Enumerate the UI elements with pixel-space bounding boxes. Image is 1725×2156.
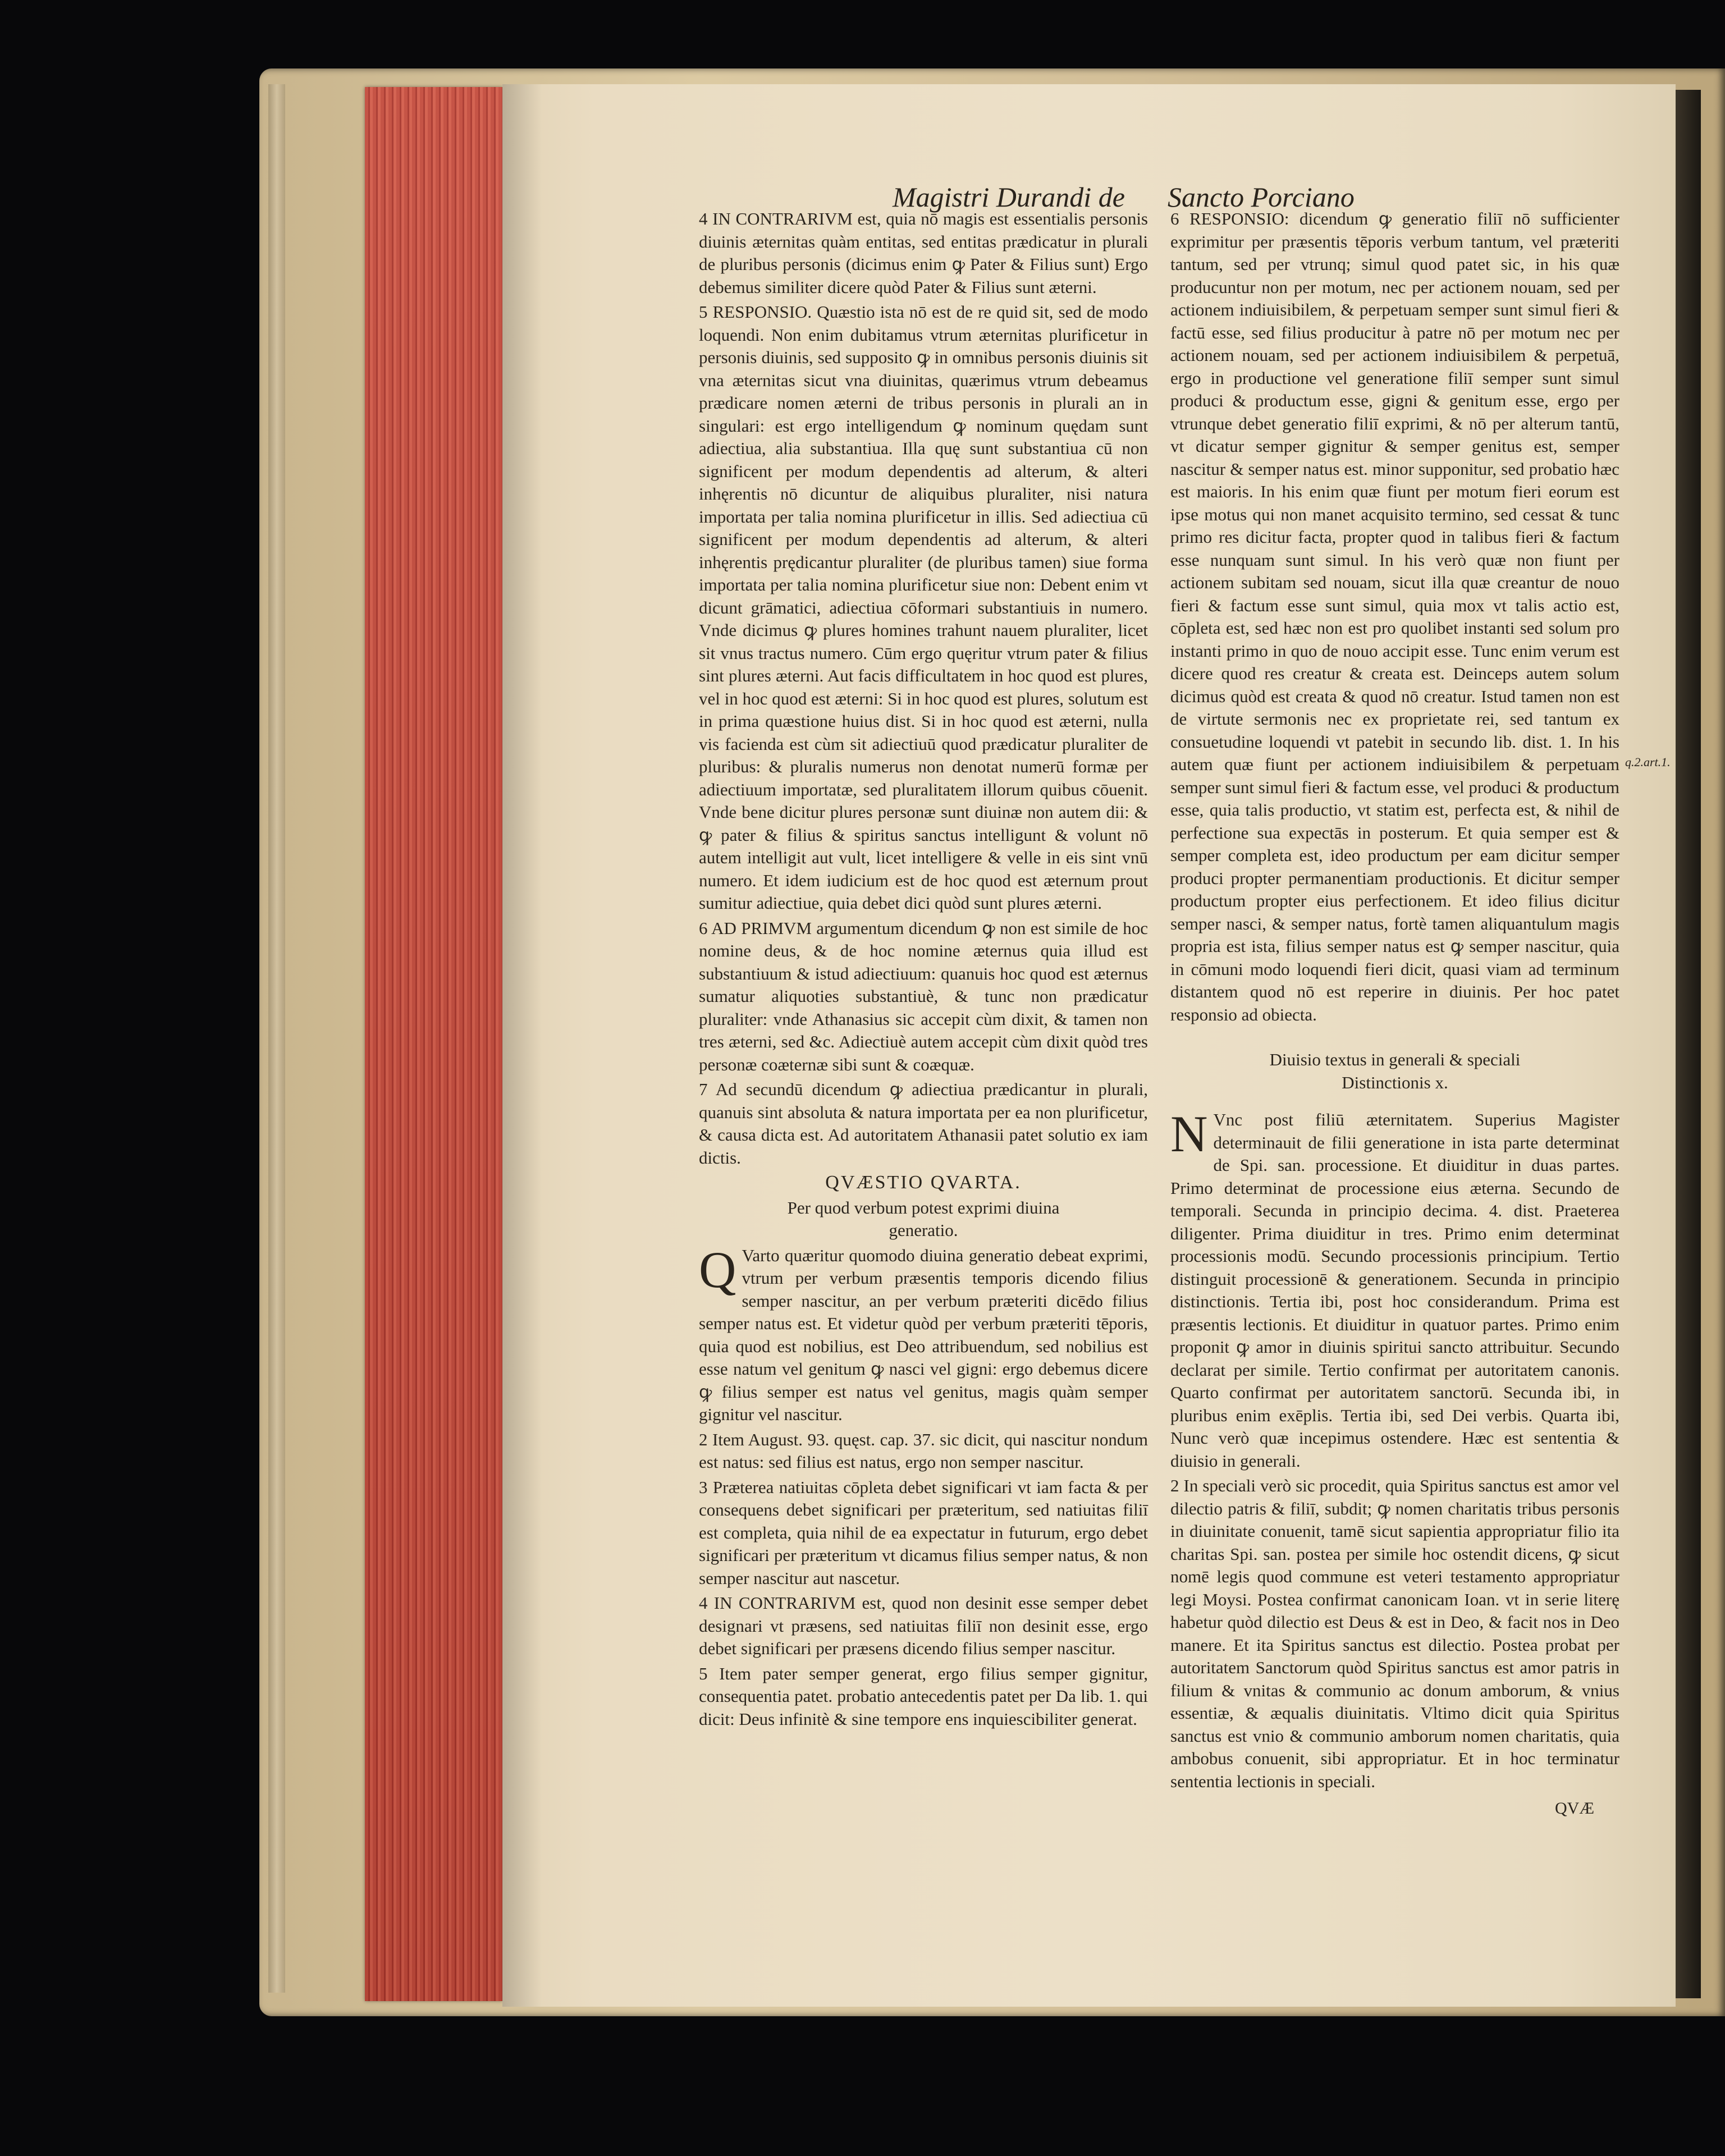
paragraph: 6 AD PRIMVM argumentum dicendum ꝙ non est simile de hoc nomine deus, & de hoc nomine æternus quia illud est substantiuum & istud adiectiuum: quanuis hoc quod est æternus sumatur aliquoties substantiuè, & tunc non prædicatur pluraliter: vnde Athanasius sic accepit cùm dixit, & tamen non tres æterni, sed &c. Adiectiuè autem accepit cùm dixit quòd tres personæ coæternæ sibi sunt & coæquæ.: [699, 918, 1148, 1074]
paragraph: 5 Item pater semper generat, ergo filius semper gignitur, consequentia patet. probatio antecedentis patet per Da lib. 1. qui dicit: Deus infinitè & sine tempore ens inquiescibiliter generat.: [699, 1663, 1148, 1729]
diuisio-heading-1: Diuisio textus in generali & speciali: [1269, 1050, 1521, 1069]
running-head-right: Sancto Porciano: [1168, 181, 1355, 213]
paragraph: 6 RESPONSIO: dicendum ꝙ generatio filiī nō sufficienter exprimitur per præsentis tēporis verbum tantum, vel præteriti tantum, sed per vtrunq; simul quod patet sic, in his quæ producuntur non per motum, nec per actionem nouam, sed per actionem indiuisibilem, & perpetuam semper sunt simul fieri & factū esse, sed filius producitur à patre nō per motum nec per actionem nouam, sed per actionem indiuisibilem & perpetuā, ergo in productione vel generatione filiī semper sunt simul produci & productum esse, gigni & genitum esse, ergo per vtrunque debet generatio filiī exprimi, & nō per alterum tantū, vt dicatur semper gignitur & semper genitus est, semper nascitur & semper natus est. minor supponitur, sed probatio hæc est maioris. In his enim quæ fiunt per motum fieri eorum est ipse motus qui non manet acquisito termino, sed cessat & tunc primo res dicitur facta, propter quod in talibus fieri & factum esse nunquam sunt simul. In his verò quæ non fiunt per actionem subitam sed nouam, sicut illa quæ creantur de nouo fieri & factum esse sunt simul, quia mox vt talis actio est, cōpleta est, sed hæc non est pro quolibet instanti sed solum pro instanti primo in quo de nouo accipit esse. Tunc enim verum est dicere quod res creatur & creata est. Deinceps autem solum dicimus quòd est creata & quod nō creatur. Istud tamen non est de virtute sermonis nec ex proprietate rei, sed tantum ex consuetudine loquendi vt patebit in secundo lib. dist. 1. In his autem quæ fiunt per actionem indiuisibilem & perpetuam semper sunt simul fieri & factum esse, vel produci & productum esse, quia talis productio, vt statim est, perfecta est, & nihil de perfectione sua expectās in posterum. Et quia semper est & semper completa est, ideo productum per eam dicitur semper produci propter permanentiam productionis. Et dicitur semper productum propter eius perfectionem. Et ideo filius dicitur semper nasci, & semper natus, fortè tamen aliquantulum magis propria est ista, filius semper natus est ꝙ semper nascitur, quia in cōmuni modo loquendi fieri dicit, quasi viam ad terminum distantem quod nō est reperire in diuinis. Per hoc patet responsio ad obiecta.: [1170, 209, 1619, 1024]
quaestio-subtitle-1: Per quod verbum potest exprimi diuina: [787, 1197, 1060, 1217]
paragraph: 3 Præterea natiuitas cōpleta debet significari vt iam facta & per consequens debet significari per præteritum, sed natiuitas filiī est completa, quia nihil de ea expectatur in futurum, ergo debet significari per præteritum vt dicamus filius semper natus, & non semper nascitur aut nascetur.: [699, 1477, 1148, 1588]
gutter-shadow: [502, 84, 542, 2007]
paragraph: 2 Item August. 93. quęst. cap. 37. sic dicit, qui nascitur nondum est natus: sed filius est natus, ergo non semper nascitur.: [699, 1429, 1148, 1472]
paragraph: 5 RESPONSIO. Quæstio ista nō est de re quid sit, sed de modo loquendi. Non enim dubitamus vtrum æternitas plurificetur in personis diuinis, sed supposito ꝙ in omnibus personis diuinis sit vna æternitas sicut vna diuinitas, quærimus vtrum debeamus prædicare nomen æterni de tribus personis in plurali an in singulari: est ergo intelligendum ꝙ nominum quędam sunt adiectiua, alia substantiua. Illa quę sunt substantiua cū non significent per modum dependentis ad alterum, & alteri inhęrentis nō dicuntur de aliquibus pluraliter, nisi natura importata per talia nomina plurificetur in illis. Sed adiectiua cū significent per modum dependentis ad alterum, & alteri inhęrentis prędicantur pluraliter (de pluribus tamen) siue forma importata per talia nomina plurificetur siue non: Debent enim vt dicunt grāmatici, adiectiua cōformari substantiuis in numero. Vnde dicimus ꝙ plures homines trahunt nauem pluraliter, licet sit vnus tractus numero. Cūm ergo quęritur vtrum pater & filius sint plures æterni. Aut facis difficultatem in hoc quod est plures, vel in hoc quod est æterni: Si in hoc quod est plures, solutum est in prima quæstione huius dist. Si in hoc quod est æterni, nulla vis facienda est cùm sit adiectiuū quod prædicatur pluraliter de pluribus: & pluralis numerus non denotat numerū formæ per adiectiuum importatæ, sed pluralitatem illorum quibus cōuenit. Vnde bene dicitur plures personæ sunt diuinæ non autem dii: & ꝙ pater & filius & spiritus sanctus intelligunt & volunt nō autem intelligit aut vult, licet intelligere & velle in eis sint vnū numero. Et idem iudicium est de hoc quod est æternum prout sumitur adiectiue, quia debet dici quòd sunt plures æterni.: [699, 302, 1148, 913]
facing-page-edge: [1676, 90, 1701, 1998]
paragraph-dropcap: [699, 1240, 1148, 1426]
paragraph-text: Vnc post filiū æternitatem. Superius Magister determinauit de filii generatione in ista parte determinat de Spi. san. processione. Et diuiditur in duas partes. Primo determinat de processione eius æterna. Secundo de temporali. Secunda in principio decima. 4. dist. Praeterea diligenter. Prima diuiditur in tres. Primo enim determinat processionis modū. Secundo processionis principium. Tertio distinguit processionē & generationem. Secunda in principio distinctionis. Tertia ibi, post hoc considerandum. Prima est præsentis lectionis. Et diuiditur in quatuor partes. Primo enim proponit ꝙ amor in diuinis spiritui sancto attribuitur. Secundo declarat per simile. Tertio confirmat per autoritatem canonis. Quarto confirmat per autoritatem sanctorū. Secunda ibi, in pluribus enim exēplis. Tertia ibi, sed Dei verbis. Quarta ibi, Nunc verò quæ incepimus ostendere. Hæc est sententia & diuisio in generali.: [1170, 1110, 1619, 1471]
quaestio-title: QVÆSTIO QVARTA.: [825, 1172, 1022, 1193]
paragraph: 7 Ad secundū dicendum ꝙ adiectiua prædicantur in plurali, quanuis sint absoluta & natura importata per ea non plurificetur, & causa dicta est. Ad autoritatem Athanasii patet solutio ex iam dictis.: [699, 1079, 1148, 1168]
cover-fold: [268, 84, 285, 1993]
dropcap-n: N: [1170, 1105, 1208, 1162]
diuisio-heading-2: Distinctionis x.: [1342, 1072, 1448, 1092]
right-column: [1170, 208, 1619, 1795]
paragraph: 4 IN CONTRARIVM est, quia nō magis est essentialis personis diuinis æternitas quàm entitas, sed entitas prædicatur in plurali de pluribus personis (dicimus enim ꝙ Pater & Filius sunt) Ergo debemus similiter dicere quòd Pater & Filius sunt æterni.: [699, 209, 1148, 297]
running-head-left: Magistri Durandi de: [893, 181, 1125, 213]
paragraph-text: Varto quæritur quomodo diuina generatio debeat exprimi, vtrum per verbum præsentis temporis dicendo filius semper nascitur, an per verbum præteriti dicēdo filius semper natus est. Et videtur quòd per verbum præteriti tēporis, quia quod est nobilius, est Deo attribuendum, sed nobilius est esse natum vel genitum ꝙ nasci vel gigni: ergo debemus dicere ꝙ filius semper est natus vel genitus, magis quàm semper gignitur vel nascitur.: [699, 1245, 1148, 1424]
catchword: QVÆ: [1555, 1799, 1595, 1818]
paragraph: 2 In speciali verò sic procedit, quia Spiritus sanctus est amor vel dilectio patris & filiī, subdit; ꝙ nomen charitatis tribus personis in diuinitate conuenit, tamē sicut sapientia appropriatur filio ita charitas Spi. san. postea per simile hoc ostendit dicens, ꝙ sicut nomē legis quod commune est veteri testamento appropriatur legi Moysi. Postea confirmat canonicam Ioan. vt in serie literę habetur quòd dilectio est Deus & est in Deo, & facit nos in Deo manere. Et ita Spiritus sanctus est dilectio. Postea probat per autoritatem Sanctorum quòd Spiritus sanctus est amor patris in filium & vnitas & communio ac donum amborum, & vnius essentiæ, & æqualis diuinitatis. Vltimo dicit quia Spiritus sanctus est vnio & communio amborum nomen charitatis, quia ambobus conuenit, sibi appropriatur. Et in hoc terminatur sententia lectionis in speciali.: [1170, 1476, 1619, 1791]
quaestio-subtitle-2: generatio.: [889, 1220, 958, 1240]
paragraph: 4 IN CONTRARIVM est, quod non desinit esse semper debet designari vt præsens, sed natiuitas filiī non desinit esse, ergo debet significari per præsens dicendo filius semper nascitur.: [699, 1593, 1148, 1658]
left-column: [699, 208, 1148, 1733]
paragraph-dropcap: [1170, 1105, 1619, 1472]
margin-note: q.2.art.1.: [1625, 755, 1671, 769]
dropcap-q: Q: [699, 1240, 736, 1298]
page-edges-shade: [365, 87, 502, 2001]
